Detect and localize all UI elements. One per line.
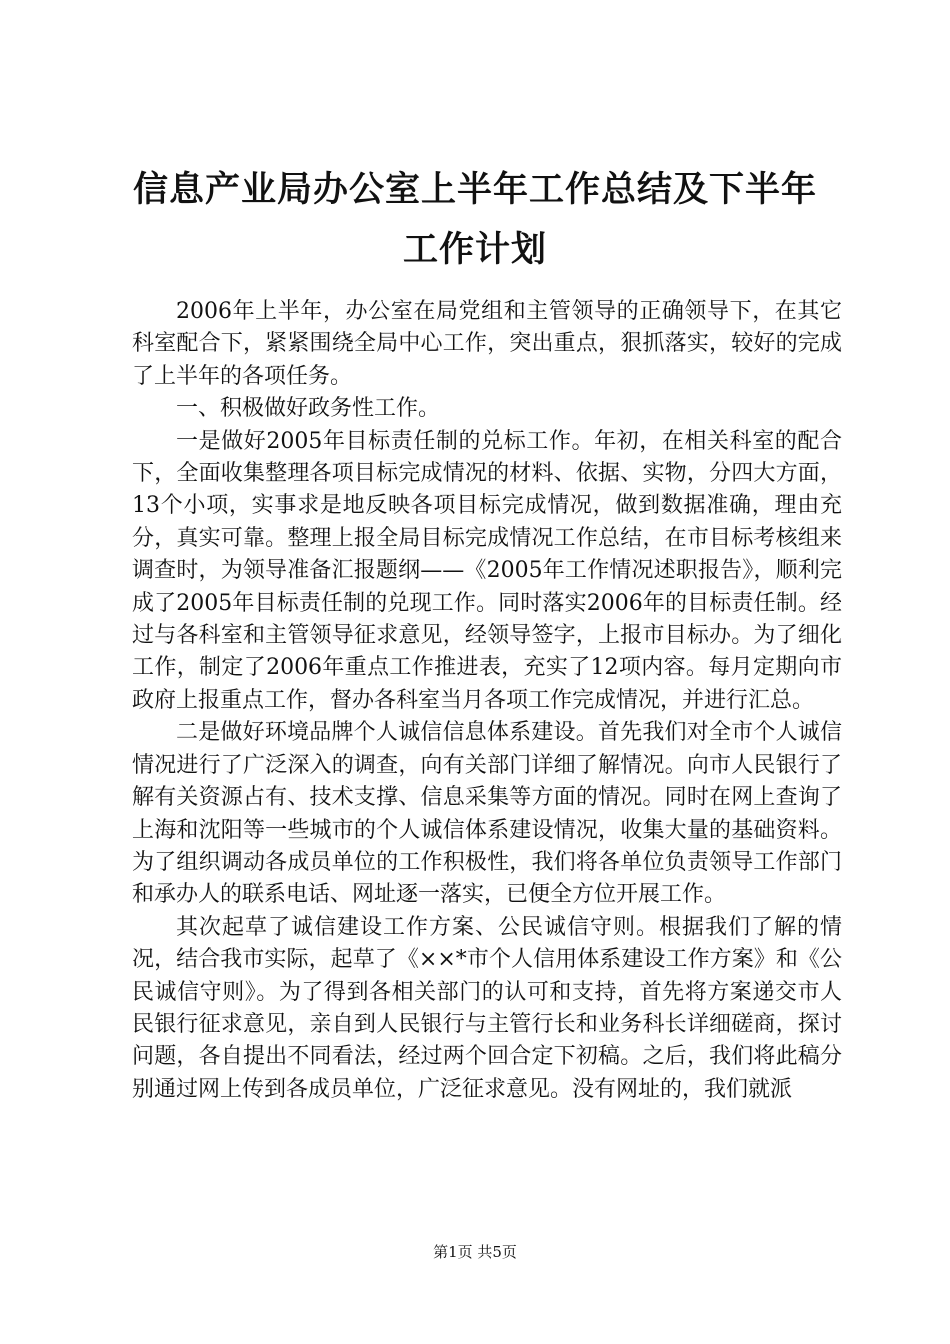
paragraph-draft-plan: 其次起草了诚信建设工作方案、公民诚信守则。根据我们了解的情况，结合我市实际，起草了《××*市个人信用体系建设工作方案》和《公民诚信守则》。为了得到各相关部门的认可和支持，首先将方案递交市人民银行征求意见，亲自到人民银行与主管行长和业务科长详细磋商，探讨问题，各自提出不同看法，经过两个回合定下初稿。之后，我们将此稿分别通过网上传到各成员单位，广泛征求意见。没有网址的，我们就派 [132, 914, 842, 1102]
page-number-footer: 第1页 共5页 [433, 1243, 517, 1261]
paragraph-target-responsibility: 一是做好2005年目标责任制的兑标工作。年初，在相关科室的配合下，全面收集整理各项目标完成情况的材料、依据、实物，分四大方面，13个小项，实事求是地反映各项目标完成情况，做到数据准确，理由充分，真实可靠。整理上报全局目标完成情况工作总结，在市目标考核组来调查时，为领导准备汇报题纲——《2005年工作情况述职报告》，顺利完成了2005年目标责任制的兑现工作。同时落实2006年的目标责任制。经过与各科室和主管领导征求意见，经领导签字，上报市目标办。为了细化工作，制定了2006年重点工作推进表，充实了12项内容。每月定期向市政府上报重点工作，督办各科室当月各项工作完成情况，并进行汇总。 [132, 428, 842, 713]
document-body [132, 296, 842, 1106]
document-title: 信息产业局办公室上半年工作总结及下半年工作计划 [132, 170, 817, 270]
section-heading-1: 一、积极做好政务性工作。 [176, 396, 441, 422]
paragraph-intro: 2006年上半年，办公室在局党组和主管领导的正确领导下，在其它科室配合下，紧紧围绕全局中心工作，突出重点，狠抓落实，较好的完成了上半年的各项任务。 [132, 299, 842, 389]
paragraph-credit-system: 二是做好环境品牌个人诚信信息体系建设。首先我们对全市个人诚信情况进行了广泛深入的调查，向有关部门详细了解情况。向市人民银行了解有关资源占有、技术支撑、信息采集等方面的情况。同时在网上查询了上海和沈阳等一些城市的个人诚信体系建设情况，收集大量的基础资料。为了组织调动各成员单位的工作积极性，我们将各单位负责领导工作部门和承办人的联系电话、网址逐一落实，已便全方位开展工作。 [132, 720, 842, 908]
